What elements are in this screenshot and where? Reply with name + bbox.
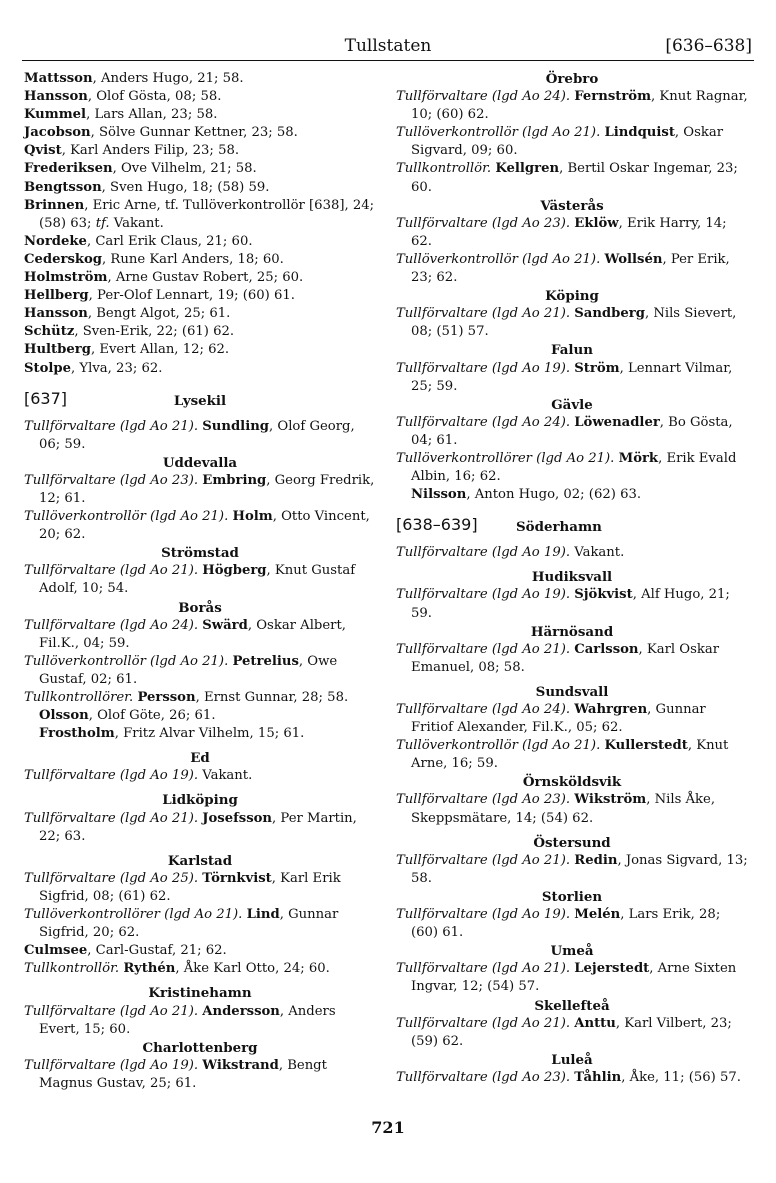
list-item: Tullförvaltare (lgd Ao 24). Fernström, Knut Ragnar, 10; (60) 62. [396, 89, 748, 123]
list-item: Tullförvaltare (lgd Ao 21). Carlsson, Karl Oskar Emanuel, 08; 58. [396, 641, 720, 675]
page-number: 721 [371, 1118, 405, 1137]
place-heading: Karlstad [167, 852, 233, 869]
list-item: Holmström, Arne Gustav Robert, 25; 60. [24, 270, 304, 286]
list-item: Brinnen, Eric Arne, tf. Tullöverkontrollör [638], 24; (58) 63; tf. Vakant. [24, 197, 375, 231]
place-heading: Lidköping [162, 792, 238, 809]
place-heading: Strömstad [161, 545, 239, 562]
list-item: Hansson, Olof Gösta, 08; 58. [24, 89, 222, 105]
place-heading: Skellefteå [534, 997, 610, 1014]
right-column [396, 70, 748, 1087]
list-item: Culmsee, Carl-Gustaf, 21; 62. [24, 943, 227, 959]
list-item: Olsson, Olof Göte, 26; 61. [39, 708, 216, 724]
list-item: Qvist, Karl Anders Filip, 23; 58. [24, 143, 240, 159]
list-item: Tullförvaltare (lgd Ao 23). Embring, Georg Fredrik, 12; 61. [24, 472, 375, 506]
list-item: Tullförvaltare (lgd Ao 19). Vakant. [396, 545, 625, 561]
place-heading: Sundsvall [535, 683, 609, 700]
section-number: [638–639] [396, 515, 478, 535]
list-item: Bengtsson, Sven Hugo, 18; (58) 59. [24, 179, 270, 195]
place-heading: Köping [545, 288, 599, 305]
list-item: Tullöverkontrollör (lgd Ao 21). Kullerstedt, Knut Arne, 16; 59. [396, 738, 729, 772]
place-heading: Västerås [540, 197, 604, 214]
place-heading: Uddevalla [162, 454, 238, 471]
list-item: Hellberg, Per-Olof Lennart, 19; (60) 61. [24, 288, 295, 304]
list-item: Tullförvaltare (lgd Ao 19). Sjökvist, Alf Hugo, 21; 59. [396, 587, 730, 621]
list-item: Tullförvaltare (lgd Ao 24). Wahrgren, Gunnar Fritiof Alexander, Fil.K., 05; 62. [396, 702, 706, 736]
list-item: Tullöverkontrollör (lgd Ao 21). Holm, Otto Vincent, 20; 62. [24, 509, 370, 543]
list-item: Tullförvaltare (lgd Ao 23). Eklöw, Erik Harry, 14; 62. [396, 215, 727, 249]
place-heading: Storlien [541, 888, 603, 905]
list-item: Hultberg, Evert Allan, 12; 62. [24, 342, 230, 358]
list-item: Nordeke, Carl Erik Claus, 21; 60. [24, 233, 253, 249]
place-heading: Hudiksvall [531, 569, 613, 586]
list-item: Tullöverkontrollör (lgd Ao 21). Lindquist, Oskar Sigvard, 09; 60. [396, 125, 724, 159]
section-heading-638 [396, 516, 748, 538]
list-item: Tullöverkontrollör (lgd Ao 21). Wollsén, Per Erik, 23; 62. [396, 251, 730, 286]
list-item: Tullförvaltare (lgd Ao 21). Sundling, Olof Georg, 06; 59. [24, 418, 355, 452]
list-item: Tullförvaltare (lgd Ao 21). Redin, Jonas Sigvard, 13; 58. [396, 852, 748, 886]
list-item: Tullförvaltare (lgd Ao 21). Sandberg, Nils Sievert, 08; (51) 57. [396, 306, 737, 340]
place-heading: Söderhamn [516, 519, 602, 536]
section-heading-637 [24, 390, 376, 412]
list-item: Tullförvaltare (lgd Ao 19). Ström, Lennart Vilmar, 25; 59. [396, 360, 733, 394]
list-item: Tullförvaltare (lgd Ao 24). Swärd, Oskar Albert, Fil.K., 04; 59. [24, 617, 346, 651]
list-item: Tullförvaltare (lgd Ao 19). Melén, Lars Erik, 28; (60) 61. [396, 907, 721, 941]
list-item: Tullförvaltare (lgd Ao 21). Lejerstedt, Arne Sixten Ingvar, 12; (54) 57. [396, 961, 737, 995]
place-heading: Umeå [550, 943, 594, 960]
list-item: Tullförvaltare (lgd Ao 21). Andersson, Anders Evert, 15; 60. [24, 1003, 336, 1037]
list-item: Schütz, Sven-Erik, 22; (61) 62. [24, 324, 235, 340]
list-item: Hansson, Bengt Algot, 25; 61. [24, 306, 231, 322]
list-item: Stolpe, Ylva, 23; 62. [24, 360, 163, 376]
list-item: Mattsson, Anders Hugo, 21; 58. [24, 71, 244, 86]
header-rule [22, 60, 754, 61]
list-item: Jacobson, Sölve Gunnar Kettner, 23; 58. [24, 125, 298, 141]
list-item: Tullförvaltare (lgd Ao 21). Högberg, Knut Gustaf Adolf, 10; 54. [24, 563, 356, 597]
list-item: Tullförvaltare (lgd Ao 19). Vakant. [24, 768, 253, 784]
list-item: Tullkontrollör. Rythén, Åke Karl Otto, 24; 60. [24, 961, 330, 977]
place-heading: Charlottenberg [142, 1039, 258, 1056]
list-item: Tullöverkontrollör (lgd Ao 21). Petrelius, Owe Gustaf, 02; 61. [24, 653, 338, 687]
page-range: [636–638] [665, 36, 752, 56]
list-item: Nilsson, Anton Hugo, 02; (62) 63. [411, 487, 642, 503]
list-item: Tullöverkontrollörer (lgd Ao 21). Lind, Gunnar Sigfrid, 20; 62. [24, 907, 339, 941]
list-item: Kummel, Lars Allan, 23; 58. [24, 107, 218, 123]
list-item: Tullkontrollörer. Persson, Ernst Gunnar, 28; 58. [24, 690, 349, 705]
place-heading: Borås [178, 599, 222, 616]
left-column [24, 70, 376, 1093]
list-item: Tullförvaltare (lgd Ao 23). Tåhlin, Åke, 11; (56) 57. [396, 1069, 741, 1085]
place-heading: Ed [190, 750, 210, 767]
list-item: Tullförvaltare (lgd Ao 21). Josefsson, Per Martin, 22; 63. [24, 810, 357, 844]
place-heading: Örebro [545, 71, 599, 87]
page-title: Tullstaten [344, 36, 432, 56]
place-heading: Örnsköldsvik [522, 774, 622, 791]
place-heading: Luleå [551, 1051, 593, 1068]
list-item: Tullförvaltare (lgd Ao 25). Törnkvist, Karl Erik Sigfrid, 08; (61) 62. [24, 870, 341, 904]
list-item: Cederskog, Rune Karl Anders, 18; 60. [24, 251, 284, 267]
place-heading: Härnösand [530, 623, 614, 640]
place-heading: Lysekil [173, 392, 227, 409]
place-heading: Kristinehamn [148, 985, 252, 1002]
list-item: Tullförvaltare (lgd Ao 21). Anttu, Karl Vilbert, 23; (59) 62. [396, 1015, 732, 1049]
place-heading: Östersund [533, 834, 611, 851]
list-item: Frederiksen, Ove Vilhelm, 21; 58. [24, 161, 257, 177]
section-number: [637] [24, 388, 68, 408]
list-item: Tullkontrollör. Kellgren, Bertil Oskar Ingemar, 23; 60. [396, 161, 738, 195]
place-heading: Gävle [551, 396, 593, 413]
list-item: Tullförvaltare (lgd Ao 23). Wikström, Nils Åke, Skeppsmätare, 14; (54) 62. [396, 792, 716, 826]
list-item: Tullförvaltare (lgd Ao 19). Wikstrand, Bengt Magnus Gustav, 25; 61. [24, 1057, 327, 1091]
list-item: Tullförvaltare (lgd Ao 24). Löwenadler, Bo Gösta, 04; 61. [396, 414, 733, 448]
place-heading: Falun [550, 342, 593, 359]
list-item: Frostholm, Fritz Alvar Vilhelm, 15; 61. [39, 726, 305, 742]
list-item: Tullöverkontrollörer (lgd Ao 21). Mörk, Erik Evald Albin, 16; 62. [396, 450, 737, 485]
